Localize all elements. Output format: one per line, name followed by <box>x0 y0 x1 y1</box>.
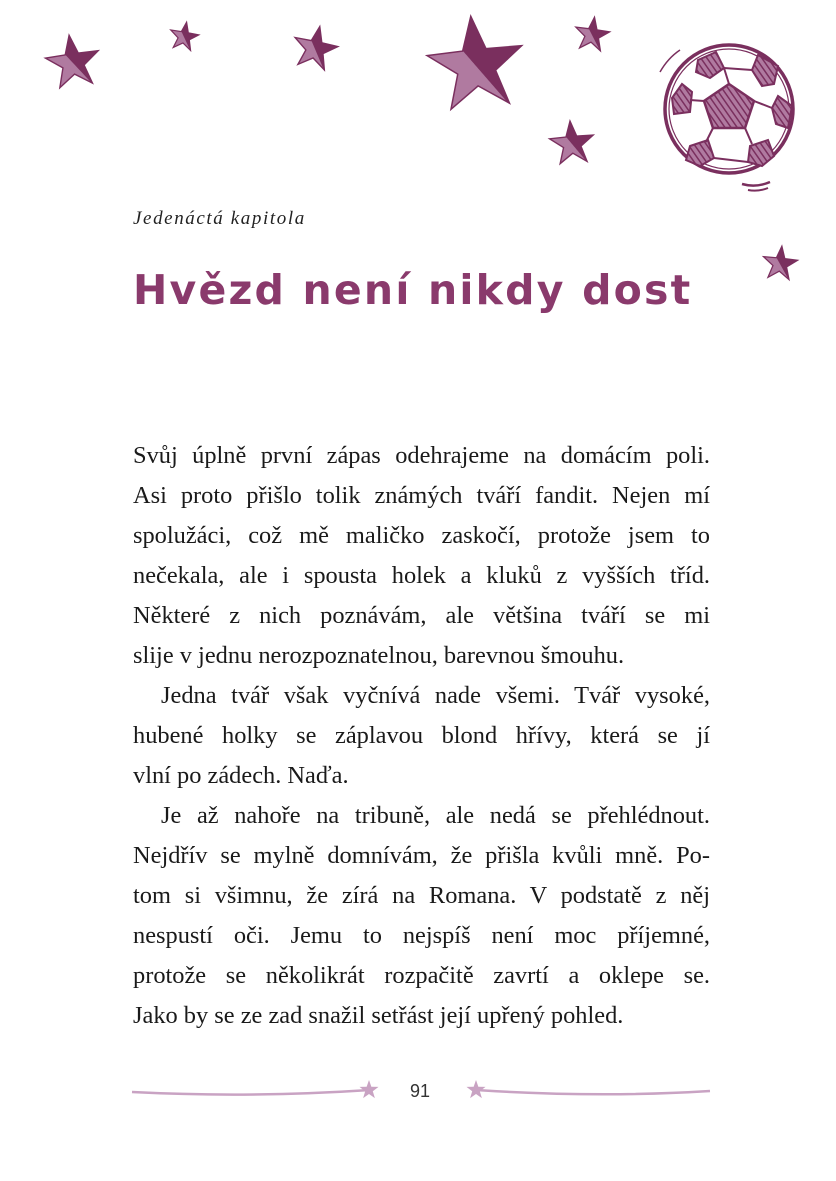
star-icon <box>43 32 103 90</box>
small-star-icon <box>466 1080 485 1098</box>
text-line: tom si všimnu, že zírá na Romana. V podstatě z něj <box>133 882 710 909</box>
text-line: nečekala, ale i spousta holek a kluků z vyšších tříd. <box>133 562 710 589</box>
text-line: Některé z nich poznávám, ale většina tváří se mi <box>133 602 710 629</box>
text-line: Svůj úplně první zápas odehrajeme na domácím poli. <box>133 442 710 469</box>
text-line: Jedna tvář však vyčnívá nade všemi. Tvář vysoké, <box>161 682 710 709</box>
text-line: slije v jednu nerozpoznatelnou, barevnou šmouhu. <box>133 642 625 669</box>
star-icon <box>761 244 798 280</box>
star-icon <box>573 15 611 52</box>
star-icon <box>423 11 527 111</box>
small-star-icon <box>359 1080 378 1098</box>
footer-divider-left <box>132 1090 370 1095</box>
soccer-ball-icon <box>660 45 793 191</box>
chapter-title: Hvězd není nikdy dost <box>133 266 693 314</box>
footer-divider-right <box>476 1090 710 1094</box>
paragraph <box>133 436 710 676</box>
text-line: protože se několikrát rozpačitě zavrtí a oklepe se. <box>133 962 710 989</box>
text-line: Je až nahoře na tribuně, ale nedá se přehlédnout. <box>161 802 710 829</box>
paragraph <box>133 676 710 796</box>
paragraph <box>133 796 710 1036</box>
text-line: Asi proto přišlo tolik známých tváří fandit. Nejen mí <box>133 482 710 509</box>
text-line: spolužáci, což mě maličko zaskočí, protože jsem to <box>133 522 710 549</box>
text-line: Nejdřív se mylně domnívám, že přišla kvůli mně. Po- <box>133 842 710 869</box>
chapter-body <box>133 436 710 1036</box>
text-line: nespustí oči. Jemu to nejspíš není moc příjemné, <box>133 922 710 949</box>
text-line: hubené holky se záplavou blond hřívy, která se jí <box>133 722 710 749</box>
star-icon <box>548 119 595 164</box>
star-icon <box>168 20 201 52</box>
page-number: 91 <box>409 1081 431 1101</box>
star-icon <box>290 22 341 72</box>
text-line: vlní po zádech. Naďa. <box>133 762 349 789</box>
chapter-label: Jedenáctá kapitola <box>133 208 306 229</box>
text-line: Jako by se ze zad snažil setřást její upřený pohled. <box>133 1002 624 1029</box>
